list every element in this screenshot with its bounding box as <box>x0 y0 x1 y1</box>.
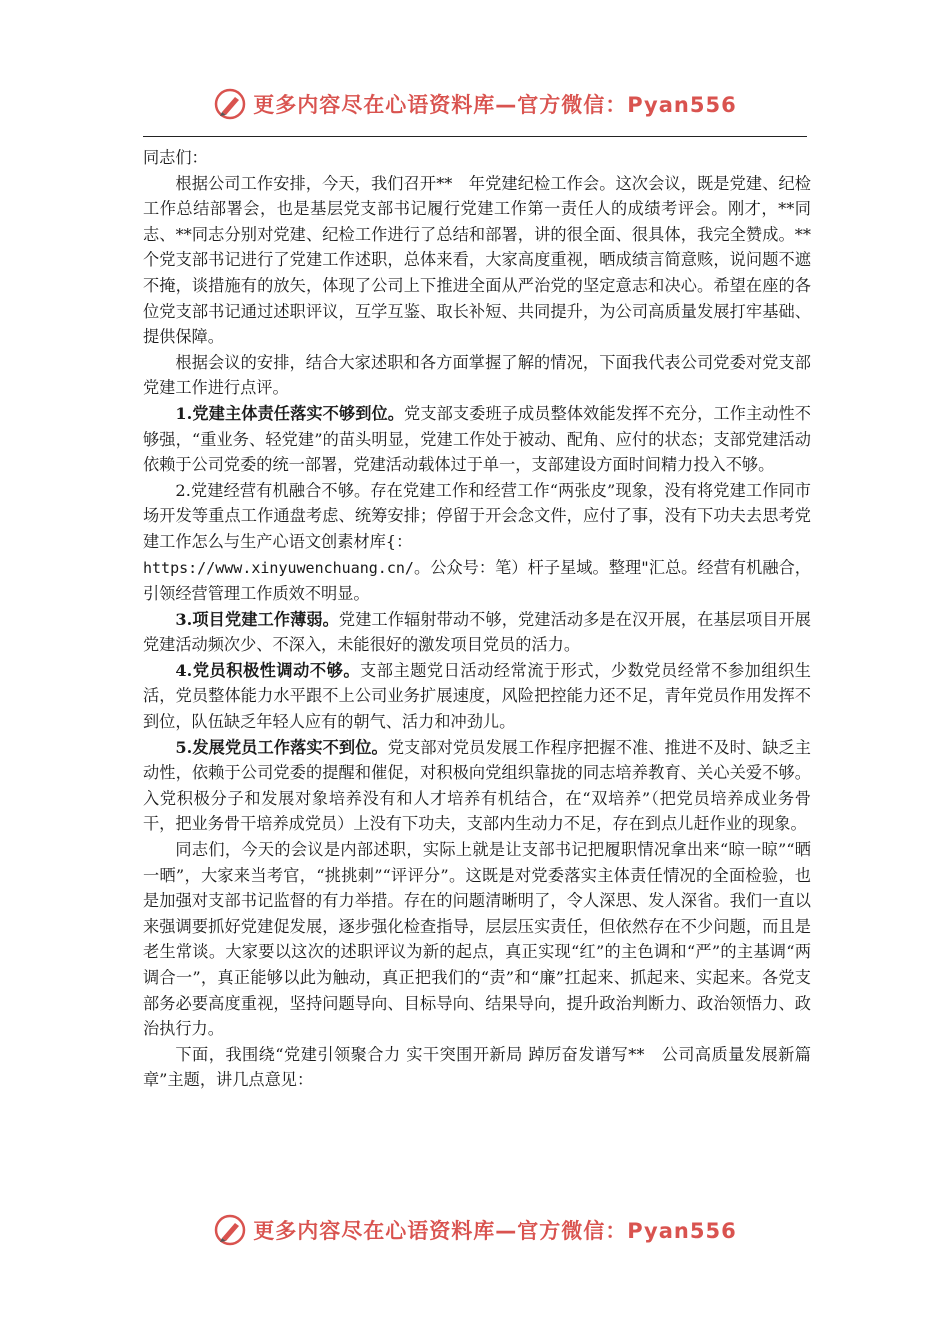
item-4-body: 支部主题党日活动经常流于形式，少数党员经常不参加组织生活，党员整体能力水平跟不上公司业务扩展速度，风险把控能力还不足，青年党员作用发挥不到位，队伍缺乏年轻人应有的朝气、活力和冲劲儿。 <box>143 660 811 732</box>
paragraph-closing: 下面，我围绕“党建引领聚合力 实干突围开新局 踔厉奋发谱写** 公司高质量发展新篇章”主题，讲几点意见： <box>143 1044 811 1090</box>
header-banner <box>0 84 950 124</box>
item-4-heading: 4.党员积极性调动不够。 <box>175 660 361 680</box>
item-1-heading: 1.党建主体责任落实不够到位。 <box>175 403 405 423</box>
item-3-body: 党建工作辐射带动不够，党建活动多是在汉开展，在基层项目开展党建活动频次少、不深入，未能很好的激发项目党员的活力。 <box>143 609 811 655</box>
document-body <box>143 145 811 1093</box>
item-5-heading: 5.发展党员工作落实不到位。 <box>175 737 388 757</box>
paragraph-opening: 根据公司工作安排，今天，我们召开** 年党建纪检工作会。这次会议，既是党建、纪检工作总结部署会，也是基层党支部书记履行党建工作第一责任人的成绩考评会。刚才，**同志、**同志分别对党建、纪检工作进行了总结和部署，讲的很全面、很具体，我完全赞成。**个党支部书记进行了党建工作述职，总体来看，大家高度重视，晒成绩言简意赅，说问题不遮不掩，谈措施有的放矢，体现了公司上下推进全面从严治党的坚定意志和决心。希望在座的各位党支部书记通过述职评议，互学互鉴、取长补短、共同提升，为公司高质量发展打牢基础、提供保障。 <box>143 173 811 347</box>
banner-text: 更多内容尽在心语资料库—官方微信：Pyan556 <box>253 93 737 117</box>
list-item-1 <box>143 401 811 478</box>
pen-logo-icon <box>213 1213 247 1247</box>
item-1-body: 党支部支委班子成员整体效能发挥不充分，工作主动性不够强，“重业务、轻党建”的苗头明显，党建工作处于被动、配角、应付的状态；支部党建活动依赖于公司党委的统一部署，党建活动载体过于单一，支部建设方面时间精力投入不够。 <box>143 403 811 475</box>
list-item-3 <box>143 607 811 658</box>
item-2-tail: 。公众号：笔）杆子星域。整理"汇总。经营有机融合，引领经营管理工作质效不明显。 <box>143 557 811 604</box>
list-item-2 <box>143 478 811 607</box>
item-3-heading: 3.项目党建工作薄弱。 <box>175 609 339 629</box>
salutation: 同志们： <box>143 148 208 167</box>
paragraph-intro: 根据会议的安排，结合大家述职和各方面掌握了解的情况，下面我代表公司党委对党支部党建工作进行点评。 <box>143 352 811 398</box>
item-2-text: 2.党建经营有机融合不够。存在党建工作和经营工作“两张皮”现象，没有将党建工作同市场开发等重点工作通盘考虑、统筹安排；停留于开会念文件，应付了事，没有下功夫去思考党建工作怎么与生产心语文创素材库{： <box>143 480 811 551</box>
footer-banner <box>0 1210 950 1250</box>
list-item-5 <box>143 735 811 837</box>
banner-text: 更多内容尽在心语资料库—官方微信：Pyan556 <box>253 1219 737 1243</box>
header-divider <box>143 136 807 137</box>
paragraph-summary: 同志们，今天的会议是内部述职，实际上就是让支部书记把履职情况拿出来“晾一晾”“晒一晒”，大家来当考官，“挑挑刺”“评评分”。这既是对党委落实主体责任情况的全面检验，也是加强对支部书记监督的有力举措。存在的问题清晰明了，令人深思、发人深省。我们一直以来强调要抓好党建促发展，逐步强化检查指导，层层压实责任，但依然存在不少问题，而且是老生常谈。大家要以这次的述职评议为新的起点，真正实现“红”的主色调和“严”的主基调“两调合一”，真正能够以此为触动，真正把我们的“责”和“廉”扛起来、抓起来、实起来。各党支部务必要高度重视，坚持问题导向、目标导向、结果导向，提升政治判断力、政治领悟力、政治执行力。 <box>143 840 811 1039</box>
pen-logo-icon <box>213 87 247 121</box>
list-item-4 <box>143 658 811 735</box>
item-5-body: 党支部对党员发展工作程序把握不准、推进不及时、缺乏主动性，依赖于公司党委的提醒和催促，对积极向党组织靠拢的同志培养教育、关心关爱不够。入党积极分子和发展对象培养没有和人才培养有机结合，在“双培养”（把党员培养成业务骨干，把业务骨干培养成党员）上没有下功夫，支部内生动力不足，存在到点儿赶作业的现象。 <box>143 737 811 834</box>
item-2-url: https://www.xinyuwenchuang.cn/ <box>143 558 414 577</box>
